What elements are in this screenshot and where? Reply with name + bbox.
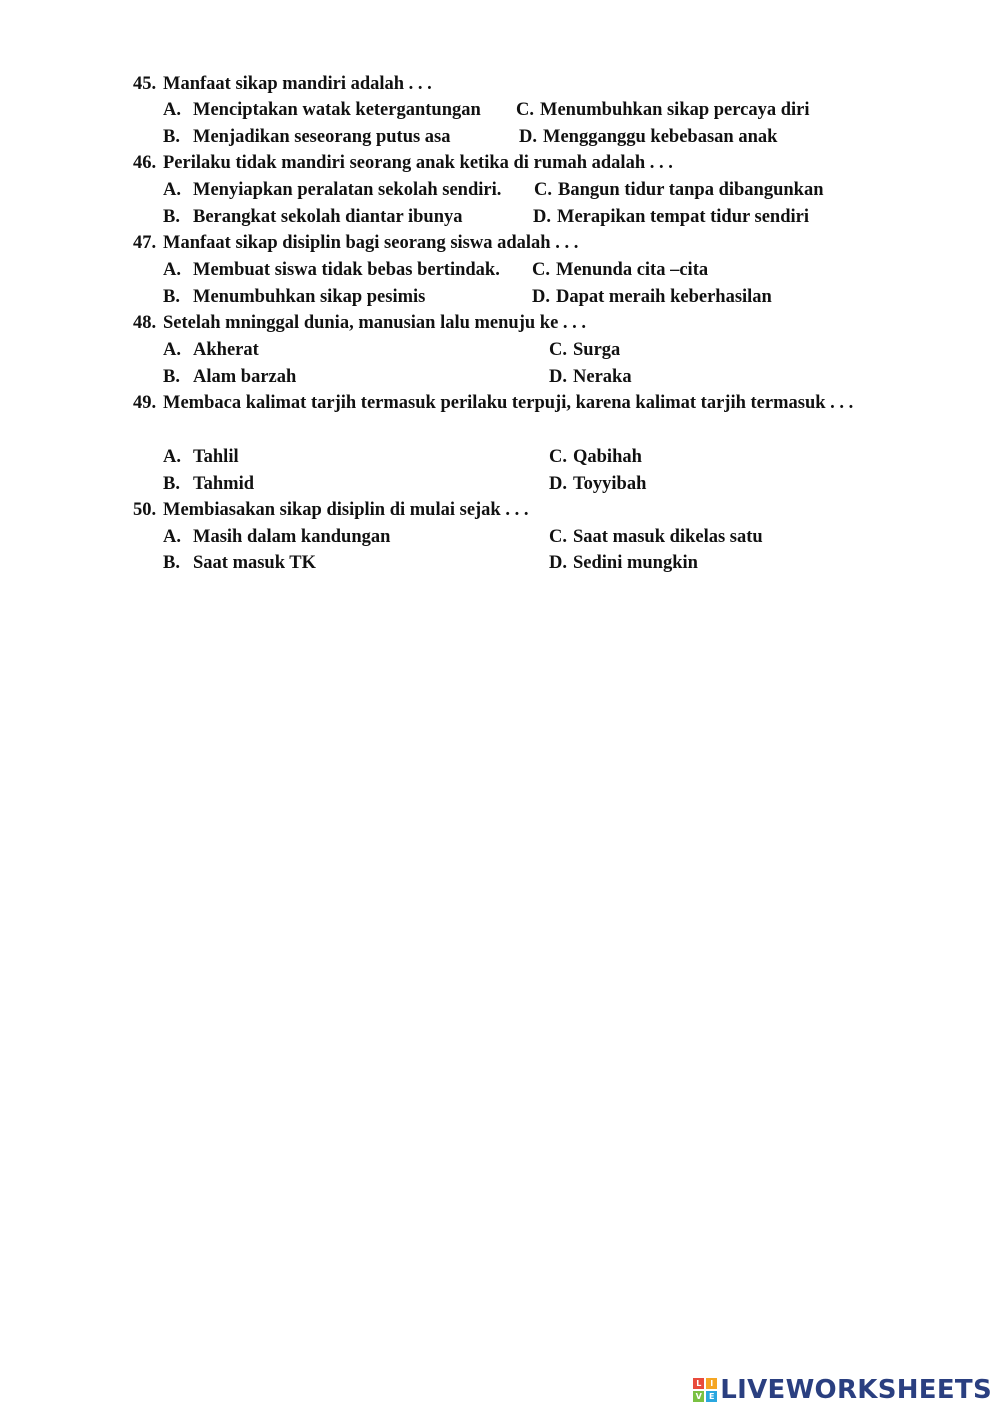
option-letter: D. [549,367,567,387]
option-text: Dapat meraih keberhasilan [556,287,772,307]
option-text: Neraka [573,367,632,387]
question-47 [133,230,878,257]
question-text: Membiasakan sikap disiplin di mulai sejak . . . [163,500,529,520]
question-number: 45. [133,74,157,94]
liveworksheets-logo[interactable] [693,1375,992,1405]
option-text: Tahmid [193,474,255,494]
option-letter: C. [534,180,552,200]
option-text: Saat masuk TK [193,553,317,573]
option-letter: C. [549,447,567,467]
option-48-a[interactable] [163,337,259,364]
option-45-b[interactable] [163,124,451,151]
option-letter: B. [163,474,180,494]
option-letter: C. [549,527,567,547]
question-46 [133,150,878,177]
option-text: Surga [573,340,621,360]
question-number: 49. [133,393,157,413]
option-45-c[interactable] [516,97,810,124]
logo-text: LIVEWORKSHEETS [720,1375,992,1405]
option-46-b[interactable] [163,204,463,231]
option-letter: D. [519,127,537,147]
option-text: Saat masuk dikelas satu [573,527,763,547]
option-47-b[interactable] [163,284,425,311]
option-letter: A. [163,527,181,547]
option-49-a[interactable] [163,444,239,471]
option-letter: D. [549,553,567,573]
option-47-a[interactable] [163,257,500,284]
question-50 [133,497,878,524]
option-49-d[interactable] [549,471,646,498]
option-47-d[interactable] [532,284,772,311]
logo-icon [693,1378,717,1402]
option-50-a[interactable] [163,524,390,551]
option-49-c[interactable] [549,444,642,471]
option-letter: D. [532,287,550,307]
logo-block-i: I [706,1378,717,1389]
option-letter: C. [532,260,550,280]
option-text: Menciptakan watak ketergantungan [193,100,481,120]
option-letter: C. [516,100,534,120]
question-48 [133,310,878,337]
option-letter: A. [163,100,181,120]
question-text: Setelah mninggal dunia, manusian lalu menuju ke . . . [163,313,587,333]
option-letter: C. [549,340,567,360]
question-number: 50. [133,500,157,520]
option-letter: D. [549,474,567,494]
question-45 [133,71,878,98]
logo-block-e: E [706,1391,717,1402]
option-letter: B. [163,287,180,307]
option-text: Masih dalam kandungan [193,527,391,547]
option-text: Tahlil [193,447,239,467]
question-number: 47. [133,233,157,253]
option-50-d[interactable] [549,550,698,577]
option-text: Menunda cita –cita [556,260,709,280]
option-48-d[interactable] [549,364,632,391]
question-number: 48. [133,313,157,333]
option-text: Menjadikan seseorang putus asa [193,127,451,147]
option-text: Qabihah [573,447,642,467]
option-letter: B. [163,367,180,387]
option-text: Membuat siswa tidak bebas bertindak. [193,260,500,280]
option-45-d[interactable] [519,124,777,151]
option-text: Berangkat sekolah diantar ibunya [193,207,463,227]
option-48-b[interactable] [163,364,296,391]
option-letter: A. [163,260,181,280]
option-letter: A. [163,447,181,467]
option-46-a[interactable] [163,177,501,204]
logo-block-v: V [693,1391,704,1402]
option-text: Menyiapkan peralatan sekolah sendiri. [193,180,502,200]
option-text: Menumbuhkan sikap percaya diri [540,100,810,120]
logo-block-l: L [693,1378,704,1389]
option-47-c[interactable] [532,257,708,284]
question-number: 46. [133,153,157,173]
option-text: Toyyibah [573,474,647,494]
option-48-c[interactable] [549,337,620,364]
question-text: Manfaat sikap disiplin bagi seorang siswa adalah . . . [163,233,579,253]
option-46-c[interactable] [534,177,824,204]
question-text: Perilaku tidak mandiri seorang anak ketika di rumah adalah . . . [163,153,673,173]
option-text: Bangun tidur tanpa dibangunkan [558,180,824,200]
option-letter: D. [533,207,551,227]
option-text: Sedini mungkin [573,553,698,573]
option-text: Akherat [193,340,259,360]
option-text: Menumbuhkan sikap pesimis [193,287,426,307]
option-46-d[interactable] [533,204,809,231]
option-50-c[interactable] [549,524,763,551]
option-49-b[interactable] [163,471,254,498]
question-text: Membaca kalimat tarjih termasuk perilaku terpuji, karena kalimat tarjih termasuk . . . [163,393,854,413]
option-50-b[interactable] [163,550,316,577]
question-text: Manfaat sikap mandiri adalah . . . [163,74,432,94]
option-letter: B. [163,207,180,227]
option-letter: B. [163,553,180,573]
option-text: Merapikan tempat tidur sendiri [557,207,809,227]
option-letter: B. [163,127,180,147]
question-49 [133,390,878,417]
option-45-a[interactable] [163,97,481,124]
option-text: Alam barzah [193,367,297,387]
option-text: Mengganggu kebebasan anak [543,127,778,147]
option-letter: A. [163,180,181,200]
option-letter: A. [163,340,181,360]
